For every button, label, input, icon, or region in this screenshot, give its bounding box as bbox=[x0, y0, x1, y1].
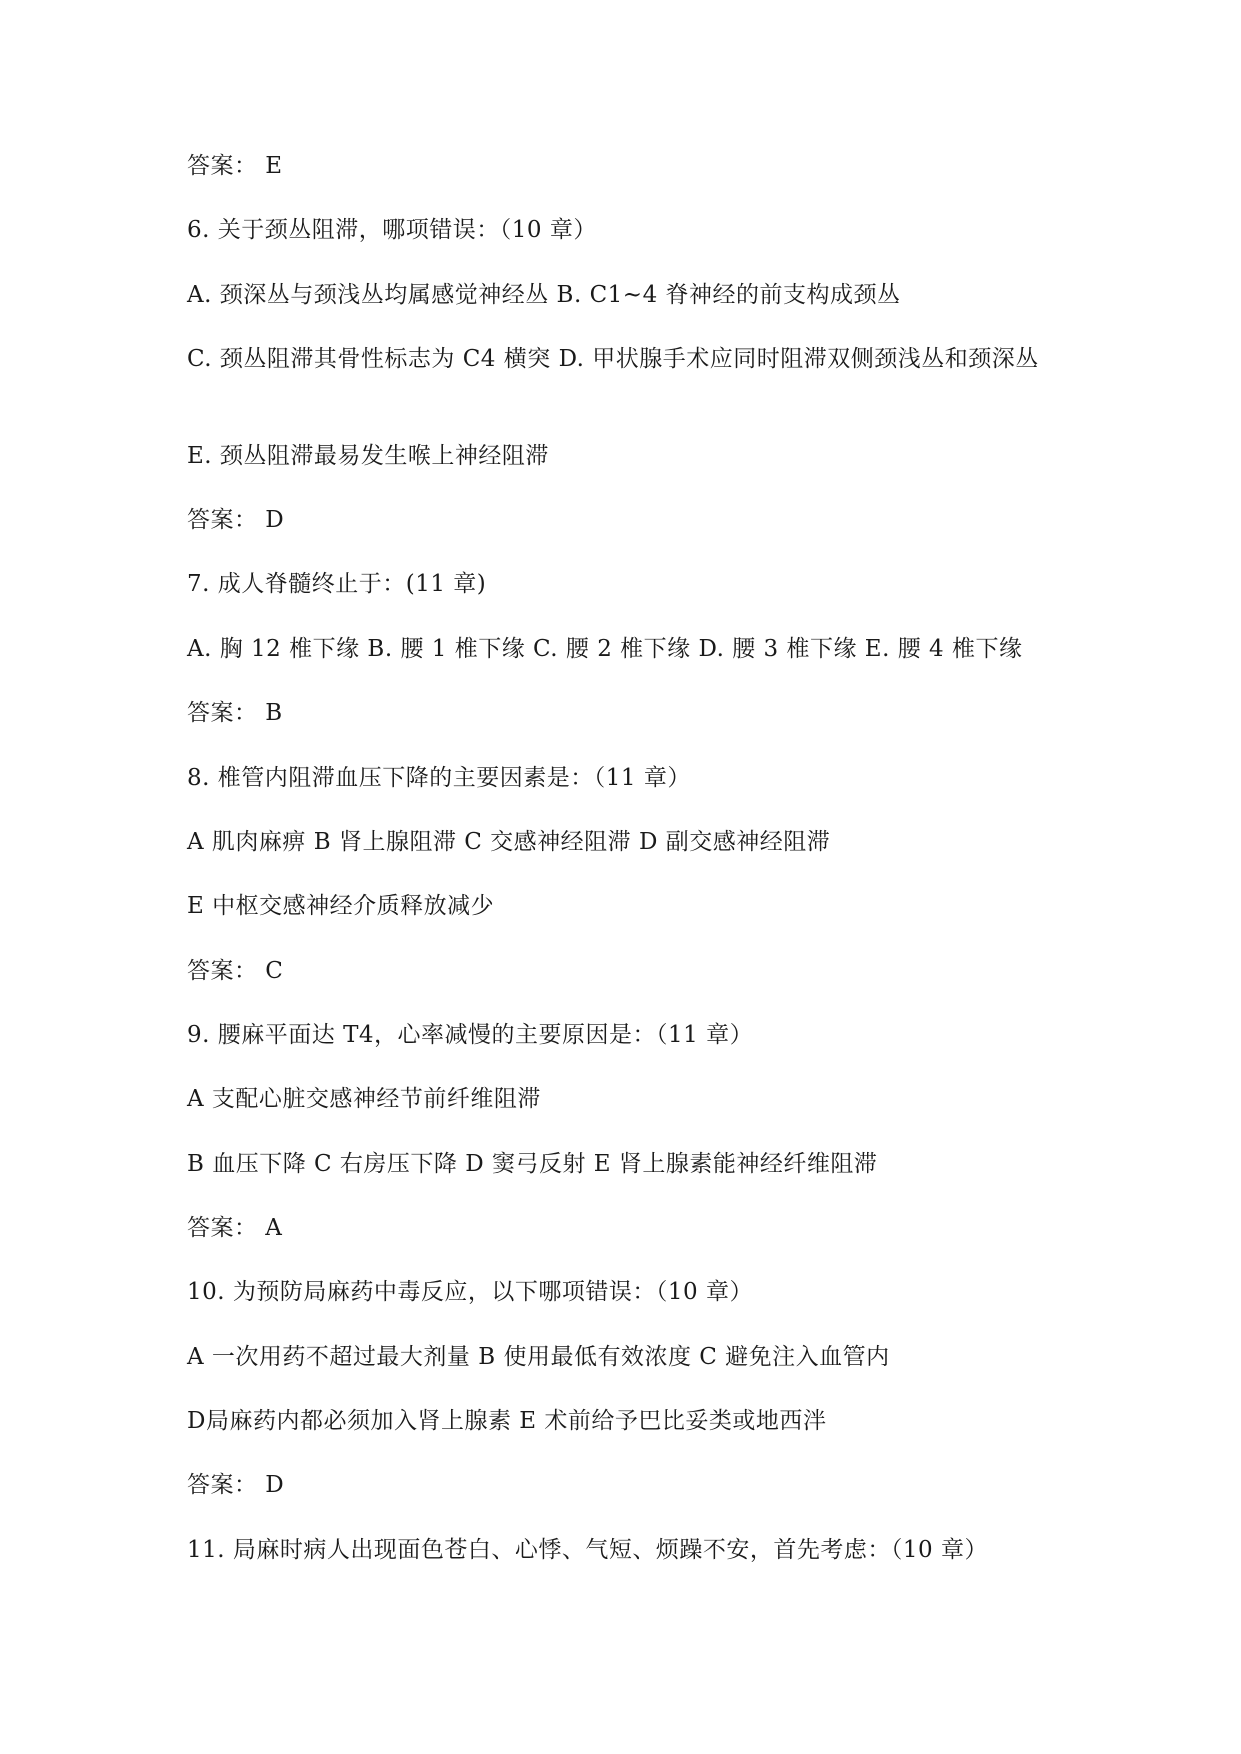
question-6-options-ab: A. 颈深丛与颈浅丛均属感觉神经丛 B. C1~4 脊神经的前支构成颈丛 bbox=[187, 282, 901, 308]
question-9-options-be: B 血压下降 C 右房压下降 D 窦弓反射 E 肾上腺素能神经纤维阻滞 bbox=[187, 1151, 878, 1177]
answer-q9: 答案： A bbox=[187, 1215, 283, 1241]
question-8-options-ad: A 肌肉麻痹 B 肾上腺阻滞 C 交感神经阻滞 D 副交感神经阻滞 bbox=[187, 829, 831, 855]
question-6-options-cd: C. 颈丛阻滞其骨性标志为 C4 横突 D. 甲状腺手术应同时阻滞双侧颈浅丛和颈深丛 bbox=[187, 346, 1039, 372]
question-9-option-a: A 支配心脏交感神经节前纤维阻滞 bbox=[187, 1086, 541, 1112]
answer-q6: 答案： D bbox=[187, 507, 285, 533]
answer-q10: 答案： D bbox=[187, 1472, 285, 1498]
answer-q5: 答案： E bbox=[187, 153, 283, 179]
question-10-options-de: D局麻药内都必须加入肾上腺素 E 术前给予巴比妥类或地西泮 bbox=[187, 1408, 827, 1434]
answer-q8: 答案： C bbox=[187, 958, 284, 984]
question-11: 11. 局麻时病人出现面色苍白、心悸、气短、烦躁不安，首先考虑：（10 章） bbox=[187, 1537, 988, 1563]
question-7: 7. 成人脊髓终止于：(11 章) bbox=[187, 571, 487, 597]
question-7-options: A. 胸 12 椎下缘 B. 腰 1 椎下缘 C. 腰 2 椎下缘 D. 腰 3 椎下缘 E. 腰 4 椎下缘 bbox=[187, 636, 1023, 662]
question-9: 9. 腰麻平面达 T4，心率减慢的主要原因是：（11 章） bbox=[187, 1022, 754, 1048]
question-10-options-ac: A 一次用药不超过最大剂量 B 使用最低有效浓度 C 避免注入血管内 bbox=[187, 1344, 890, 1370]
answer-q7: 答案： B bbox=[187, 700, 283, 726]
question-8: 8. 椎管内阻滞血压下降的主要因素是：（11 章） bbox=[187, 765, 691, 791]
question-10: 10. 为预防局麻药中毒反应，以下哪项错误：（10 章） bbox=[187, 1279, 753, 1305]
question-8-option-e: E 中枢交感神经介质释放减少 bbox=[187, 893, 495, 919]
question-6: 6. 关于颈丛阻滞，哪项错误：（10 章） bbox=[187, 217, 597, 243]
question-6-option-e: E. 颈丛阻滞最易发生喉上神经阻滞 bbox=[187, 443, 549, 469]
